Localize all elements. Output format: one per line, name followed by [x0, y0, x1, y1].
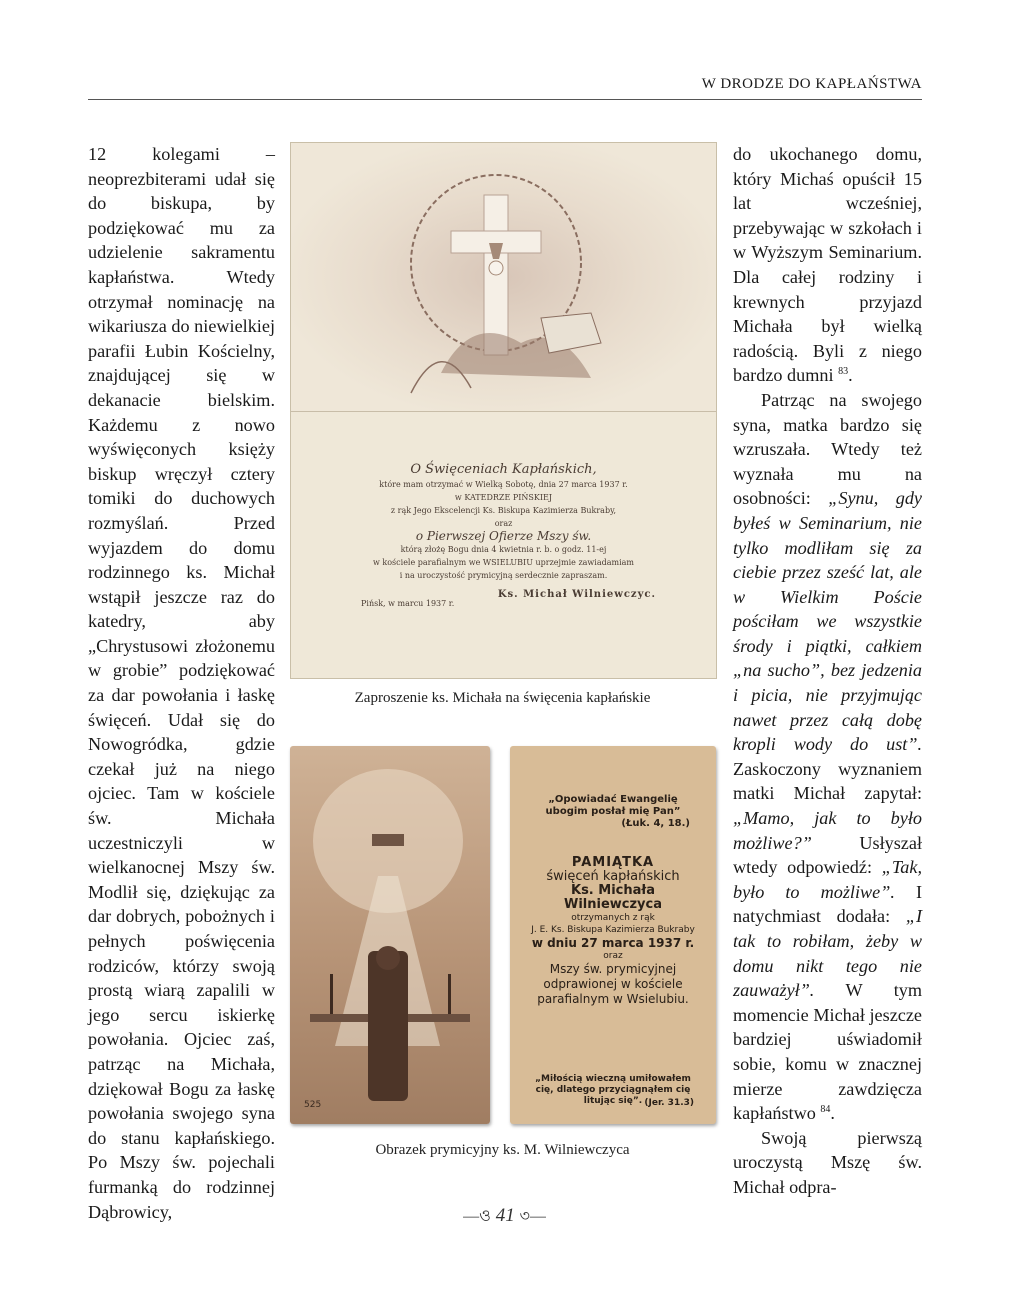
footnote-ref: 84: [820, 1104, 831, 1116]
right-paragraph-2: Patrząc na swojego syna, matka bardzo się wzruszała. Wtedy też wyznała mu na osobności: „Synu, gdy byłeś w Seminarium, nie tylko modliłam się za ciebie przez sześć lat, ale w Wielkim Poście pościłam we wszystkie środy i piątki, całkiem „na sucho”, bez jedzenia i picia, nie przyjmując nawet przez całą dobę kropli wody do ust”. Zaskoczony wyznaniem matki Michał zapytał: „Mamo, jak to było możliwe?” Usłyszał wtedy odpowiedź: „Tak, było to możliwe”. I natychmiast dodała: „I tak to robiłam, żeby w domu nikt tego nie zauważył”. W tym momencie Michał jeszcze bardziej uświadomił sobie, komu w znacznej mierze zawdzięcza kapłaństwo $^{84}$.: [733, 389, 922, 1124]
running-head: W DRODZE DO KAPŁAŃSTWA: [701, 76, 922, 92]
invitation-line: w kościele parafialnym we WSIELUBIU uprzejmie zawiadamiam: [373, 558, 634, 567]
invitation-line: w KATEDRZE PIŃSKIEJ: [454, 493, 553, 502]
right-paragraph-1: do ukochanego domu, który Michaś opuścił 15 lat wcześniej, przebywając w szkołach i w Wyższym Seminarium. Dla całej rodziny i krewnych przyjazd Michała był wielką radością. Byli z niego bardzo dumni $^{83}$.: [733, 144, 922, 386]
invitation-image: [290, 142, 717, 679]
right-column: [733, 142, 922, 1200]
card-bishop: J. E. Ks. Biskupa Kazimierza Bukraby: [531, 925, 695, 935]
card-mass: Mszy św. prymicyjnej odprawionej w kościele parafialnym w Wsielubiu.: [537, 962, 689, 1006]
card-title: PAMIĄTKA: [571, 855, 655, 870]
invitation-signature: Ks. Michał Wilniewczyc.: [497, 589, 656, 600]
caption-invitation: Zaproszenie ks. Michała na święcenia kapłańskie: [354, 690, 651, 706]
holy-card-number: 525: [304, 1100, 322, 1110]
card-subtitle: święceń kapłańskich: [546, 869, 680, 884]
invitation-line: które mam otrzymać w Wielką Sobotę, dnia 27 marca 1937 r.: [379, 480, 628, 489]
caption-cards: Obrazek prymicyjny ks. M. Wilniewczyca: [375, 1142, 630, 1158]
card-date: w dniu 27 marca 1937 r.: [531, 936, 695, 950]
holy-card-illustration: [290, 746, 490, 1124]
ornament-left-icon: —ও: [463, 1208, 491, 1225]
invitation-text: [311, 463, 696, 610]
invitation-line: którą złożę Bogu dnia 4 kwietnia r. b. o godz. 11-ej: [400, 545, 607, 554]
card-quote-bottom: „Miłością wieczną umiłowałem cię, dlatego przyciągnąłem cię litując się”.: [535, 1074, 691, 1106]
invitation-line: z rąk Jego Ekscelencji Ks. Biskupa Kazimierza Bukraby,: [390, 506, 617, 515]
invitation-illustration: [291, 143, 716, 411]
card-name: Ks. Michała Wilniewczyca: [563, 883, 662, 912]
card-main-text: [528, 856, 698, 1007]
invitation-line: oraz: [494, 519, 513, 528]
left-paragraph: 12 kolegami – neoprezbiterami udał się do biskupa, by podziękować mu za udzielenie sakramentu kapłaństwa. Wtedy otrzymał nominację na wikariusza do niewielkiej parafii Łubin Kościelny, znajdującej się w dekanacie bielskim. Każdemu z nowo wyświęconych księży biskup wręczył cztery tomiki do duchowych rozmyślań. Przed wyjazdem do domu rodzinnego ks. Michał wstąpił jeszcze raz do katedry, aby „Chrystusowi złożonemu w grobie” podziękować za dar powołania i łaskę święceń. Udał się do Nowogródka, gdzie czekał już na niego ojciec. Tam w kościele św. Michała uczestniczyli w wielkanocnej Mszy św. Modlił się, dziękując za dar dobrych, pobożnych i pełnych poświęcenia rodziców, którzy swoją prostą wiarą zapalili w jego sercu iskierkę powołania. Ojciec zaś, patrząc na Michała, dziękował Bogu za łaskę powołania swojego syna do stanu kapłańskiego. Po Mszy św. pojechali furmanką do rodzinnej Dąbrowicy,: [88, 144, 275, 1222]
card-quote-top: „Opowiadać Ewangelię ubogim posłał mię Pan”: [545, 794, 681, 817]
card-and: oraz: [603, 951, 623, 961]
header-rule: [88, 99, 922, 100]
cross-wreath-illustration: [291, 143, 716, 411]
left-column: [88, 142, 275, 1224]
holy-card-image: [290, 746, 490, 1124]
footnote-ref: 83: [838, 366, 849, 378]
holy-card-back: [510, 746, 716, 1124]
right-paragraph-3: Swoją pierwszą uroczystą Mszę św. Michał odpra-: [733, 1127, 922, 1197]
invitation-fold: [291, 411, 716, 412]
page-number: —ও 41 ৩—: [463, 1205, 546, 1226]
card-ref-top: (Łuk. 4, 18.): [621, 818, 690, 829]
ornament-right-icon: ৩—: [519, 1208, 546, 1225]
invitation-line: i na uroczystość prymicyjną serdecznie zapraszam.: [399, 571, 608, 580]
card-received: otrzymanych z rąk: [571, 913, 655, 923]
card-ref-bottom: (Jer. 31.3): [644, 1098, 694, 1108]
invitation-place-date: Pińsk, w marcu 1937 r.: [361, 599, 455, 608]
invitation-title: O Święceniach Kapłańskich,: [410, 462, 597, 477]
invitation-line: o Pierwszej Ofierze Mszy św.: [415, 529, 592, 543]
